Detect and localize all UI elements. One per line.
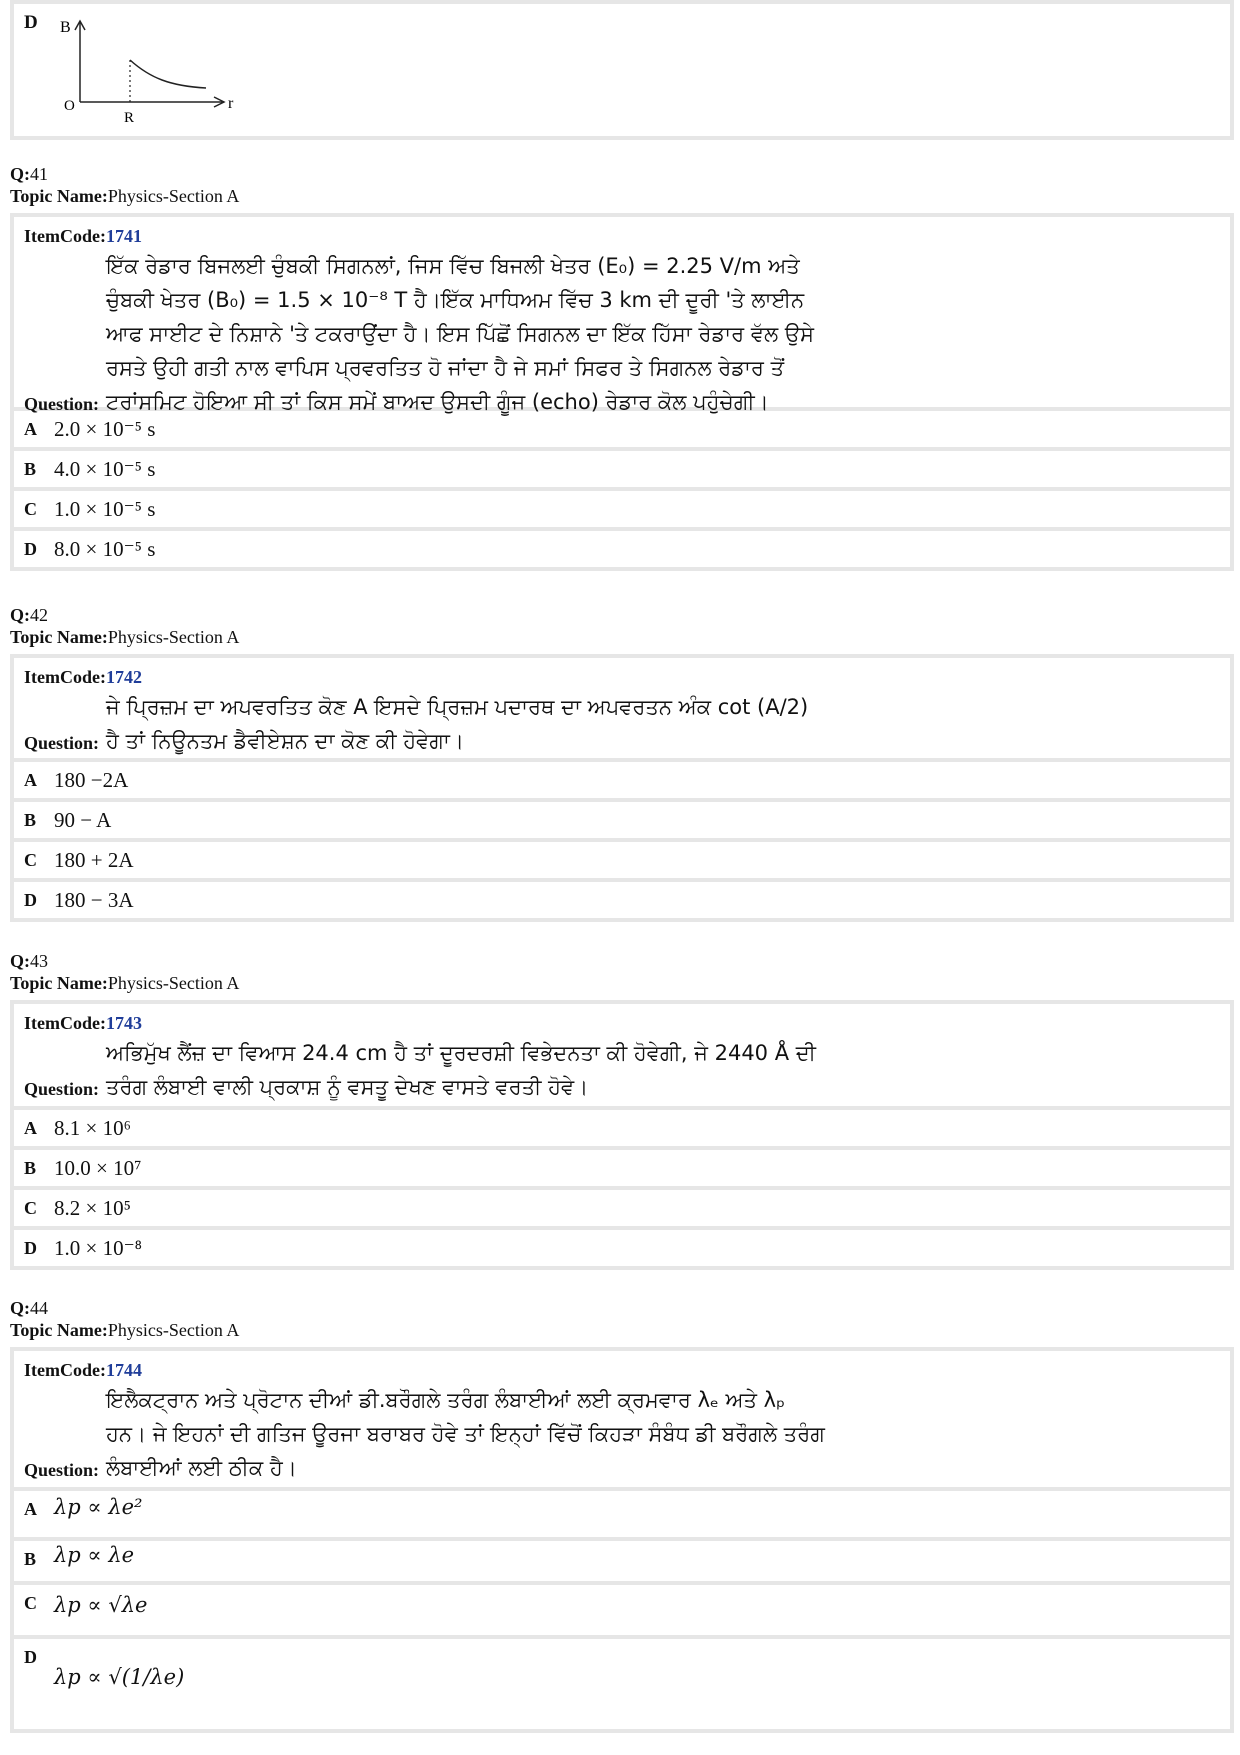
q-label: Q: bbox=[10, 164, 30, 184]
option-letter: C bbox=[24, 1593, 37, 1613]
question-row bbox=[24, 1036, 1220, 1104]
option-letter: B bbox=[24, 1549, 37, 1569]
option-letter: A bbox=[24, 1117, 37, 1138]
question-number: 44 bbox=[30, 1298, 48, 1318]
question-number: 43 bbox=[30, 951, 48, 971]
itemcode-value: 1742 bbox=[105, 667, 142, 687]
question-header-43 bbox=[10, 950, 239, 994]
topic-label: Topic Name: bbox=[10, 1320, 108, 1340]
question-number: 41 bbox=[30, 164, 48, 184]
prev-option-d-card bbox=[14, 4, 1230, 136]
option-letter: A bbox=[24, 769, 37, 790]
option-text: 1.0 × 10⁻⁵ s bbox=[54, 496, 156, 521]
option-text: 180 −2A bbox=[54, 767, 129, 792]
question-header-44 bbox=[10, 1297, 239, 1341]
option-c[interactable] bbox=[14, 1585, 1230, 1635]
question-label: Question: bbox=[24, 1079, 100, 1099]
question-text: ਜੇ ਪ੍ਰਿਜ਼ਮ ਦਾ ਅਪਵਰਤਿਤ ਕੋਣ A ਇਸਦੇ ਪ੍ਰਿਜ਼ਮ ਪਦਾਰਥ ਦਾ ਅਪਵਰਤਨ ਅੰਕ cot (A/2) ਹੈ ਤਾਂ ਨਿਊਨਤਮ ਡੈਵੀਏਸ਼ਨ ਦਾ ਕੋਣ ਕੀ ਹੋਵੇਗਾ। bbox=[106, 695, 809, 753]
option-d[interactable] bbox=[14, 1639, 1230, 1729]
option-text: λp ∝ λe² bbox=[54, 1495, 143, 1519]
option-letter: A bbox=[24, 418, 37, 439]
decay-curve bbox=[130, 60, 206, 88]
question-row bbox=[24, 249, 1220, 419]
q-label: Q: bbox=[10, 605, 30, 625]
topic-name: Physics-Section A bbox=[107, 627, 240, 647]
option-text: 8.1 × 10⁶ bbox=[54, 1115, 131, 1140]
option-c[interactable] bbox=[14, 491, 1230, 527]
topic-label: Topic Name: bbox=[10, 627, 108, 647]
question-text: ਇੱਕ ਰੇਡਾਰ ਬਿਜਲਈ ਚੁੰਬਕੀ ਸਿਗਨਲਾਂ, ਜਿਸ ਵਿੱਚ ਬਿਜਲੀ ਖੇਤਰ (E₀) = 2.25 V/m ਅਤੇ ਚੁੰਬਕੀ ਖੇਤਰ (B₀) = 1.5 × 10⁻⁸ T ਹੈ।ਇੱਕ ਮਾਧਿਅਮ ਵਿੱਚ 3 km ਦੀ ਦੂਰੀ 'ਤੇ ਲਾਈਨ ਆਫ ਸਾਈਟ ਦੇ ਨਿਸ਼ਾਨੇ 'ਤੇ ਟਕਰਾਉਂਦਾ ਹੈ। ਇਸ ਪਿੱਛੋਂ ਸਿਗਨਲ ਦਾ ਇੱਕ ਹਿੱਸਾ ਰੇਡਾਰ ਵੱਲ ਉਸੇ ਰਸਤੇ ਉਹੀ ਗਤੀ ਨਾਲ ਵਾਪਿਸ ਪ੍ਰਵਰਤਿਤ ਹੋ ਜਾਂਦਾ ਹੈ ਜੇ ਸਮਾਂ ਸਿਫਰ ਤੇ ਸਿਗਨਲ ਰੇਡਾਰ ਤੋਂ ਟਰਾਂਸਮਿਟ ਹੋਇਆ ਸੀ ਤਾਂ ਕਿਸ ਸਮੇਂ ਬਾਅਦ ਉਸਦੀ ਗੂੰਜ (echo) ਰੇਡਾਰ ਕੋਲ ਪਹੁੰਚੇਗੀ। bbox=[106, 254, 815, 414]
option-a[interactable] bbox=[14, 1110, 1230, 1146]
question-box-43 bbox=[10, 1000, 1234, 1270]
question-box-41 bbox=[10, 213, 1234, 571]
question-card bbox=[14, 217, 1230, 414]
question-box-44 bbox=[10, 1347, 1234, 1733]
b-vs-r-graph bbox=[54, 8, 264, 136]
question-label: Question: bbox=[24, 733, 100, 753]
option-b[interactable] bbox=[14, 451, 1230, 487]
option-b[interactable] bbox=[14, 802, 1230, 838]
q-label: Q: bbox=[10, 951, 30, 971]
topic-name: Physics-Section A bbox=[107, 186, 240, 206]
option-text: 1.0 × 10⁻⁸ bbox=[54, 1235, 142, 1260]
option-a[interactable] bbox=[14, 1491, 1230, 1537]
option-text: 180 + 2A bbox=[54, 847, 134, 872]
question-number: 42 bbox=[30, 605, 48, 625]
option-text: 2.0 × 10⁻⁵ s bbox=[54, 416, 156, 441]
marker-label: R bbox=[124, 110, 135, 126]
topic-name: Physics-Section A bbox=[107, 1320, 240, 1340]
question-box-42 bbox=[10, 654, 1234, 922]
prev-option-d-block bbox=[10, 0, 1234, 140]
question-text: ਅਭਿਮੁੱਖ ਲੈਂਜ਼ ਦਾ ਵਿਆਸ 24.4 cm ਹੈ ਤਾਂ ਦੂਰਦਰਸ਼ੀ ਵਿਭੇਦਨਤਾ ਕੀ ਹੋਵੇਗੀ, ਜੇ 2440 Å ਦੀ ਤਰੰਗ ਲੰਬਾਈ ਵਾਲੀ ਪ੍ਰਕਾਸ਼ ਨੂੰ ਵਸਤੂ ਦੇਖਣ ਵਾਸਤੇ ਵਰਤੀ ਹੋਵੇ। bbox=[106, 1041, 816, 1099]
itemcode-label: ItemCode: bbox=[24, 667, 106, 687]
topic-label: Topic Name: bbox=[10, 973, 108, 993]
option-text: 90 − A bbox=[54, 807, 112, 832]
option-b[interactable] bbox=[14, 1541, 1230, 1581]
option-letter: B bbox=[24, 809, 37, 830]
question-card bbox=[14, 658, 1230, 758]
option-c[interactable] bbox=[14, 1190, 1230, 1226]
question-label: Question: bbox=[24, 1460, 100, 1480]
option-text: λp ∝ √(1/λe) bbox=[54, 1665, 185, 1689]
option-d[interactable] bbox=[14, 531, 1230, 567]
itemcode-line bbox=[24, 225, 1220, 247]
option-text: 4.0 × 10⁻⁵ s bbox=[54, 456, 156, 481]
option-text: 8.0 × 10⁻⁵ s bbox=[54, 536, 156, 561]
y-axis-label: B bbox=[60, 19, 71, 36]
q-label: Q: bbox=[10, 1298, 30, 1318]
origin-label: O bbox=[64, 98, 75, 114]
option-letter: D bbox=[24, 1237, 37, 1258]
option-b[interactable] bbox=[14, 1150, 1230, 1186]
itemcode-line bbox=[24, 1012, 1220, 1034]
question-header-41 bbox=[10, 163, 239, 207]
option-text: λp ∝ √λe bbox=[54, 1593, 148, 1617]
question-header-42 bbox=[10, 604, 239, 648]
option-text: 180 − 3A bbox=[54, 887, 134, 912]
option-letter: A bbox=[24, 1499, 37, 1519]
option-text: 8.2 × 10⁵ bbox=[54, 1195, 131, 1220]
option-c[interactable] bbox=[14, 842, 1230, 878]
option-letter: D bbox=[24, 1647, 37, 1667]
itemcode-label: ItemCode: bbox=[24, 226, 106, 246]
option-a[interactable] bbox=[14, 762, 1230, 798]
option-letter: D bbox=[24, 538, 37, 559]
question-label: Question: bbox=[24, 394, 100, 414]
topic-label: Topic Name: bbox=[10, 186, 108, 206]
option-letter: C bbox=[24, 498, 37, 519]
option-text: λp ∝ λe bbox=[54, 1543, 135, 1567]
itemcode-value: 1743 bbox=[105, 1013, 142, 1033]
option-d[interactable] bbox=[14, 1230, 1230, 1266]
itemcode-line bbox=[24, 666, 1220, 688]
question-row bbox=[24, 690, 1220, 758]
x-axis-label: r bbox=[228, 95, 234, 112]
topic-name: Physics-Section A bbox=[107, 973, 240, 993]
option-text: 10.0 × 10⁷ bbox=[54, 1155, 142, 1180]
question-card bbox=[14, 1004, 1230, 1106]
itemcode-line bbox=[24, 1359, 1220, 1381]
option-letter: B bbox=[24, 1157, 37, 1178]
itemcode-label: ItemCode: bbox=[24, 1360, 106, 1380]
option-letter: B bbox=[24, 458, 37, 479]
itemcode-value: 1741 bbox=[105, 226, 142, 246]
option-letter: D bbox=[24, 889, 37, 910]
question-row bbox=[24, 1383, 1220, 1485]
itemcode-value: 1744 bbox=[105, 1360, 142, 1380]
option-letter: D bbox=[24, 12, 38, 33]
question-text: ਇਲੈਕਟ੍ਰਾਨ ਅਤੇ ਪ੍ਰੋਟਾਨ ਦੀਆਂ ਡੀ.ਬਰੌਗਲੇ ਤਰੰਗ ਲੰਬਾਈਆਂ ਲਈ ਕ੍ਰਮਵਾਰ λₑ ਅਤੇ λₚ ਹਨ। ਜੇ ਇਹਨਾਂ ਦੀ ਗਤਿਜ ਊਰਜਾ ਬਰਾਬਰ ਹੋਵੇ ਤਾਂ ਇਨ੍ਹਾਂ ਵਿੱਚੋਂ ਕਿਹੜਾ ਸੰਬੰਧ ਡੀ ਬਰੌਗਲੇ ਤਰੰਗ ਲੰਬਾਈਆਂ ਲਈ ਠੀਕ ਹੈ। bbox=[106, 1388, 825, 1480]
option-d[interactable] bbox=[14, 882, 1230, 918]
option-letter: C bbox=[24, 1197, 37, 1218]
itemcode-label: ItemCode: bbox=[24, 1013, 106, 1033]
option-letter: C bbox=[24, 849, 37, 870]
question-card bbox=[14, 1351, 1230, 1487]
